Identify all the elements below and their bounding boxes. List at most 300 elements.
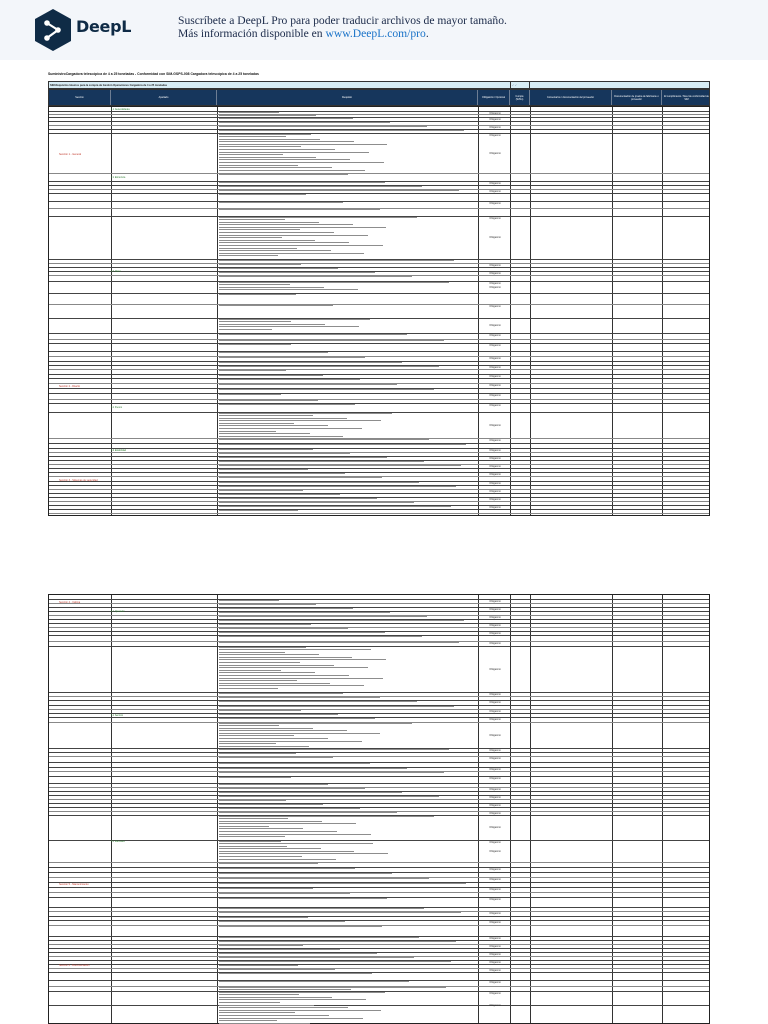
requirement-text-line xyxy=(219,149,335,150)
requirement-text-line xyxy=(219,733,380,734)
header-subsection: Apartado xyxy=(111,90,217,105)
header-complies: Cumple (Sí/No) xyxy=(510,90,530,105)
sheet-subtitle-bar xyxy=(48,81,710,89)
requirement-text-line xyxy=(219,326,359,327)
mandatory-tag: Obligatorio xyxy=(489,709,501,713)
requirement-text-line xyxy=(219,883,466,884)
requirement-text-line xyxy=(219,941,456,942)
requirement-text-line xyxy=(219,232,334,233)
requirement-text-line xyxy=(219,260,454,261)
mandatory-tag: Obligatorio xyxy=(489,356,501,360)
requirement-text-line xyxy=(219,600,279,601)
requirement-text-line xyxy=(219,415,313,416)
table-row xyxy=(49,692,709,693)
requirement-text-line xyxy=(219,182,385,183)
requirement-text-line xyxy=(219,997,332,998)
requirement-text-line xyxy=(219,868,355,869)
requirement-text-line xyxy=(219,433,310,434)
table-row xyxy=(49,356,709,357)
requirement-text-line xyxy=(219,494,340,495)
requirement-text-line xyxy=(219,428,362,429)
mandatory-tag: Obligatorio xyxy=(489,285,501,289)
requirement-text-line xyxy=(219,757,333,758)
requirement-text-line xyxy=(219,324,325,325)
requirement-text-line xyxy=(219,818,288,819)
requirement-text-line xyxy=(219,741,362,742)
requirement-text-line xyxy=(219,222,319,223)
requirement-text-line xyxy=(219,439,429,440)
requirement-text-line xyxy=(219,130,464,131)
requirement-text-line xyxy=(219,122,390,123)
requirement-text-line xyxy=(219,792,402,793)
mandatory-tag: Obligatorio xyxy=(489,505,501,509)
table-row xyxy=(49,111,709,112)
table-row xyxy=(49,627,709,628)
mandatory-tag: Obligatorio xyxy=(489,324,501,327)
requirement-text-line xyxy=(219,344,291,345)
requirement-text-line xyxy=(219,202,343,203)
table-row xyxy=(49,862,709,863)
requirement-text-line xyxy=(219,685,364,686)
requirement-text-line xyxy=(219,953,377,954)
mandatory-tag: Obligatorio xyxy=(489,667,501,671)
mandatory-tag: Obligatorio xyxy=(489,464,501,468)
table-row xyxy=(49,193,709,194)
requirement-text-line xyxy=(219,768,407,769)
requirement-text-line xyxy=(219,743,276,744)
requirement-text-line xyxy=(219,624,311,625)
table-row xyxy=(49,271,709,272)
deepl-logo-icon xyxy=(33,8,73,52)
subsection-label: 4.1 Operador xyxy=(111,611,125,613)
requirement-text-line xyxy=(219,859,336,860)
requirement-text-line xyxy=(219,620,464,621)
mandatory-tag: Obligatorio xyxy=(489,263,501,267)
mandatory-tag: Obligatorio xyxy=(489,840,501,844)
requirement-text-line xyxy=(219,242,349,243)
table-row xyxy=(49,133,709,134)
requirement-text-line xyxy=(219,394,281,395)
requirement-text-line xyxy=(219,604,316,605)
mandatory-tag: Obligatorio xyxy=(489,423,501,427)
table-row xyxy=(49,263,709,264)
requirement-text-line xyxy=(219,276,412,277)
requirement-text-line xyxy=(219,652,285,653)
requirement-text-line xyxy=(219,157,316,158)
table-row xyxy=(49,304,709,305)
table-row xyxy=(49,713,709,714)
requirement-text-line xyxy=(219,272,375,273)
requirement-text-line xyxy=(219,808,360,809)
requirement-text-line xyxy=(219,917,308,918)
mandatory-tag: Obligatorio xyxy=(489,125,501,129)
mandatory-tag: Obligatorio xyxy=(489,717,501,721)
requirement-text-line xyxy=(219,136,286,137)
requirement-text-line xyxy=(219,146,301,147)
requirement-text-line xyxy=(219,670,281,671)
table-row xyxy=(49,887,709,888)
column-divider xyxy=(510,595,511,1023)
requirement-text-line xyxy=(219,389,434,390)
table-row xyxy=(49,318,709,319)
mandatory-tag: Obligatorio xyxy=(489,776,501,780)
requirement-text-line xyxy=(219,287,324,288)
mandatory-tag: Obligatorio xyxy=(489,438,501,442)
mandatory-tag: Obligatorio xyxy=(489,189,501,193)
requirement-text-line xyxy=(219,994,299,995)
subsection-label: 3.2 Estabilidad xyxy=(111,450,127,452)
requirement-text-line xyxy=(219,255,278,256)
mandatory-tag: Obligatorio xyxy=(489,201,501,205)
requirement-text-line xyxy=(219,738,328,739)
deepl-pro-link[interactable]: www.DeepL.com/pro xyxy=(325,26,426,40)
mandatory-tag: Obligatorio xyxy=(489,991,501,995)
requirement-text-line xyxy=(219,152,369,153)
column-divider xyxy=(478,107,479,515)
requirement-text-line xyxy=(219,375,323,376)
subsection-label: 2.1 Estructura xyxy=(111,177,126,179)
column-divider xyxy=(111,107,112,515)
requirement-text-line xyxy=(219,989,351,990)
requirement-text-line xyxy=(219,477,382,478)
requirement-text-line xyxy=(219,431,276,432)
promo-line-2-suffix: . xyxy=(425,26,429,40)
mandatory-tag: Obligatorio xyxy=(489,497,501,501)
promo-line-2-prefix: Más información disponible en xyxy=(178,26,326,40)
requirement-text-line xyxy=(219,888,313,889)
requirement-text-line xyxy=(219,506,451,507)
requirement-text-line xyxy=(219,981,409,982)
requirement-text-line xyxy=(219,718,375,719)
requirement-text-line xyxy=(219,219,285,220)
requirement-text-line xyxy=(219,404,355,405)
mandatory-tag: Obligatorio xyxy=(489,787,501,791)
subsection-label: 6.1 Manuales xyxy=(111,841,125,843)
mandatory-tag: Obligatorio xyxy=(489,448,501,452)
requirement-text-line xyxy=(219,957,414,958)
requirement-text-line xyxy=(219,697,380,698)
column-divider xyxy=(217,595,218,1023)
table-row xyxy=(49,599,709,600)
table-row xyxy=(49,489,709,490)
table-row xyxy=(49,783,709,784)
requirement-text-line xyxy=(219,763,370,764)
mandatory-tag: Obligatorio xyxy=(489,111,501,115)
requirement-text-line xyxy=(219,846,287,847)
mandatory-tag: Obligatorio xyxy=(489,1004,501,1007)
table-row xyxy=(49,752,709,753)
table-row xyxy=(49,972,709,973)
requirement-text-line xyxy=(219,1002,280,1003)
requirement-text-line xyxy=(219,746,309,747)
table-row xyxy=(49,201,709,202)
sheet-title: SuministroCargadora telescópica de 4 a 25 toneladas - Conformidad con SIM-GSPS-008 Cargadora telescópica de 4 a 25 toneladas xyxy=(48,72,259,76)
requirement-text-line xyxy=(219,400,318,401)
mandatory-tag: Obligatorio xyxy=(489,944,501,948)
section-label: Sección 4 - Cabina xyxy=(59,601,81,604)
requirement-text-line xyxy=(219,473,345,474)
requirement-text-line xyxy=(219,961,451,962)
requirement-text-line xyxy=(219,190,459,191)
requirement-text-line xyxy=(219,379,360,380)
requirement-text-line xyxy=(219,823,356,824)
section-label: Sección 6 - Documentación xyxy=(59,964,90,967)
table-row xyxy=(49,803,709,804)
requirement-text-line xyxy=(219,444,466,445)
table-row xyxy=(49,603,709,604)
mandatory-tag: Obligatorio xyxy=(489,920,501,924)
table-row xyxy=(49,351,709,352)
requirement-text-line xyxy=(219,628,348,629)
requirement-text-line xyxy=(219,1018,363,1019)
requirement-text-line xyxy=(219,352,328,353)
requirement-text-line xyxy=(219,772,444,773)
requirement-text-line xyxy=(219,229,300,230)
requirement-text-line xyxy=(219,357,365,358)
requirement-text-line xyxy=(219,490,303,491)
section-label: Sección 2 - Diseño xyxy=(59,385,80,388)
table-row xyxy=(49,472,709,473)
requirement-text-line xyxy=(219,728,313,729)
requirement-text-line xyxy=(219,502,414,503)
requirement-text-line xyxy=(219,305,333,306)
table-row xyxy=(49,393,709,394)
requirement-text-line xyxy=(219,821,322,822)
requirement-text-line xyxy=(219,240,315,241)
deepl-banner xyxy=(0,0,768,60)
requirement-text-line xyxy=(219,683,330,684)
requirement-text-line xyxy=(219,969,335,970)
column-divider xyxy=(530,107,531,515)
header-mandatory: Obligatorio / Opcional xyxy=(478,90,510,105)
requirement-text-line xyxy=(219,853,388,854)
requirement-text-line xyxy=(219,730,347,731)
table-row xyxy=(49,403,709,404)
mandatory-tag: Obligatorio xyxy=(489,803,501,807)
requirement-text-line xyxy=(219,334,407,335)
subsection-label: 5.1 Servicio xyxy=(111,715,124,717)
requirement-text-line xyxy=(219,162,384,163)
mandatory-tag: Obligatorio xyxy=(489,333,501,337)
requirement-text-line xyxy=(219,714,338,715)
mandatory-tag: Obligatorio xyxy=(489,795,501,799)
requirement-text-line xyxy=(219,139,320,140)
requirement-text-line xyxy=(219,898,387,899)
header-evidence: Documentación de prueba de fabricante o proveedor xyxy=(612,90,662,105)
table-row xyxy=(49,892,709,893)
requirement-text-line xyxy=(219,921,345,922)
requirement-text-line xyxy=(219,973,372,974)
requirement-text-line xyxy=(219,826,269,827)
requirement-text-line xyxy=(219,965,298,966)
table-row xyxy=(49,762,709,763)
brand-name: DeepL xyxy=(76,17,132,36)
requirements-table-page-2 xyxy=(48,594,710,1024)
sheet-page-1 xyxy=(48,72,710,516)
requirement-text-line xyxy=(219,688,278,689)
check-cell xyxy=(510,82,530,89)
requirement-text-line xyxy=(219,362,402,363)
mandatory-tag: Obligatorio xyxy=(489,733,501,737)
promo-line-2 xyxy=(178,28,507,41)
requirement-text-line xyxy=(219,616,427,617)
requirement-text-line xyxy=(219,873,392,874)
mandatory-tag: Obligatorio xyxy=(489,968,501,972)
mandatory-tag: Obligatorio xyxy=(489,911,501,915)
table-row xyxy=(49,509,709,510)
table-row xyxy=(49,399,709,400)
requirement-text-line xyxy=(219,608,353,609)
mandatory-tag: Obligatorio xyxy=(489,952,501,956)
requirement-text-line xyxy=(219,209,380,210)
requirement-text-line xyxy=(219,856,302,857)
mandatory-tag: Obligatorio xyxy=(489,767,501,771)
mandatory-tag: Obligatorio xyxy=(489,641,501,645)
column-divider xyxy=(111,595,112,1023)
table-row xyxy=(49,117,709,118)
requirement-text-line xyxy=(219,384,397,385)
mandatory-tag: Obligatorio xyxy=(489,489,501,493)
requirement-text-line xyxy=(219,289,358,290)
requirement-text-line xyxy=(219,992,385,993)
requirement-text-line xyxy=(219,1015,329,1016)
mandatory-tag: Obligatorio xyxy=(489,692,501,696)
column-divider xyxy=(217,107,218,515)
column-divider xyxy=(612,107,613,515)
requirement-text-line xyxy=(219,418,347,419)
requirement-text-line xyxy=(219,937,419,938)
promo-text xyxy=(178,15,507,40)
requirement-text-line xyxy=(219,662,300,663)
header-compliance: El cumplimiento / Nivel de conformidad de SIM xyxy=(664,94,709,101)
requirement-text-line xyxy=(219,235,368,236)
table-row xyxy=(49,944,709,945)
mandatory-tag: Obligatorio xyxy=(489,117,501,121)
mandatory-tag: Obligatorio xyxy=(489,615,501,619)
column-divider xyxy=(612,595,613,1023)
sheet-subtitle: SIM-Requisitos básicos para la compra de Gestión Operaciones Cargadora de 4 a 25 toneladas xyxy=(50,84,168,87)
mandatory-tag: Obligatorio xyxy=(489,271,501,275)
requirement-text-line xyxy=(219,126,427,127)
mandatory-tag: Obligatorio xyxy=(489,700,501,704)
requirement-text-line xyxy=(219,863,318,864)
mandatory-tag: Obligatorio xyxy=(489,748,501,752)
table-row xyxy=(49,920,709,921)
mandatory-tag: Obligatorio xyxy=(489,811,501,815)
mandatory-tag: Obligatorio xyxy=(489,236,501,239)
requirement-text-line xyxy=(219,800,286,801)
column-divider xyxy=(662,595,663,1023)
requirement-text-line xyxy=(219,878,429,879)
mandatory-tag: Obligatorio xyxy=(489,607,501,611)
requirement-text-line xyxy=(219,245,383,246)
requirement-text-line xyxy=(219,170,365,171)
mandatory-tag: Obligatorio xyxy=(489,133,501,137)
requirement-text-line xyxy=(219,706,454,707)
mandatory-tag: Obligatorio xyxy=(489,393,501,397)
requirement-text-line xyxy=(219,457,387,458)
requirement-text-line xyxy=(219,465,461,466)
table-row xyxy=(49,513,709,514)
header-section: Sección xyxy=(49,90,111,105)
promo-line-1: Suscríbete a DeepL Pro para poder traducir archivos de mayor tamaño. xyxy=(178,14,507,27)
mandatory-tag: Obligatorio xyxy=(489,383,501,387)
subsection-label: 2.2 Motor xyxy=(111,271,121,273)
requirement-text-line xyxy=(219,227,386,228)
mandatory-tag: Obligatorio xyxy=(489,756,501,760)
table-row xyxy=(49,293,709,294)
requirement-text-line xyxy=(219,636,422,637)
requirement-text-line xyxy=(219,321,291,322)
requirement-text-line xyxy=(219,777,291,778)
requirement-text-line xyxy=(219,224,353,225)
table-row xyxy=(49,369,709,370)
requirement-text-line xyxy=(219,167,332,168)
mandatory-tag: Obligatorio xyxy=(489,826,501,829)
requirement-text-line xyxy=(219,657,352,658)
requirement-text-line xyxy=(219,992,293,993)
requirement-text-line xyxy=(219,784,328,785)
requirement-text-line xyxy=(219,949,340,950)
table-row xyxy=(49,968,709,969)
mandatory-tag: Obligatorio xyxy=(489,960,501,964)
requirement-text-line xyxy=(219,812,397,813)
requirement-text-line xyxy=(219,154,283,155)
section-label: Sección 1 - General xyxy=(59,153,82,156)
requirement-text-line xyxy=(219,725,279,726)
requirement-text-line xyxy=(219,999,366,1000)
table-row xyxy=(49,468,709,469)
requirement-text-line xyxy=(219,1012,295,1013)
requirement-text-line xyxy=(219,449,313,450)
mandatory-tag: Obligatorio xyxy=(489,849,501,853)
requirement-text-line xyxy=(219,248,297,249)
table-row xyxy=(49,964,709,965)
mandatory-tag: Obligatorio xyxy=(489,472,501,476)
requirement-text-line xyxy=(219,250,331,251)
requirement-text-line xyxy=(219,753,296,754)
requirement-text-line xyxy=(219,735,294,736)
mandatory-tag: Obligatorio xyxy=(489,877,501,881)
requirement-text-line xyxy=(219,1007,348,1008)
table-row xyxy=(49,799,709,800)
requirements-table-page-1 xyxy=(48,106,710,516)
sheet-page-2 xyxy=(48,594,710,1024)
requirement-text-line xyxy=(219,118,353,119)
table-row xyxy=(49,717,709,718)
requirement-text-line xyxy=(219,701,417,702)
requirement-text-line xyxy=(219,498,377,499)
mandatory-tag: Obligatorio xyxy=(489,481,501,485)
requirement-text-line xyxy=(219,469,308,470)
requirement-text-line xyxy=(219,675,349,676)
requirement-text-line xyxy=(219,926,382,927)
requirement-text-line xyxy=(219,649,371,650)
requirement-text-line xyxy=(219,945,303,946)
mandatory-tag: Obligatorio xyxy=(489,599,501,603)
requirement-text-line xyxy=(219,612,390,613)
requirement-text-line xyxy=(219,804,323,805)
requirement-text-line xyxy=(219,851,354,852)
requirement-text-line xyxy=(219,436,343,437)
mandatory-tag: Obligatorio xyxy=(489,151,501,155)
requirement-text-line xyxy=(219,141,354,142)
requirement-text-line xyxy=(219,340,444,341)
table-row xyxy=(49,267,709,268)
column-divider xyxy=(530,595,531,1023)
requirement-text-line xyxy=(219,253,364,254)
table-row xyxy=(49,173,709,174)
